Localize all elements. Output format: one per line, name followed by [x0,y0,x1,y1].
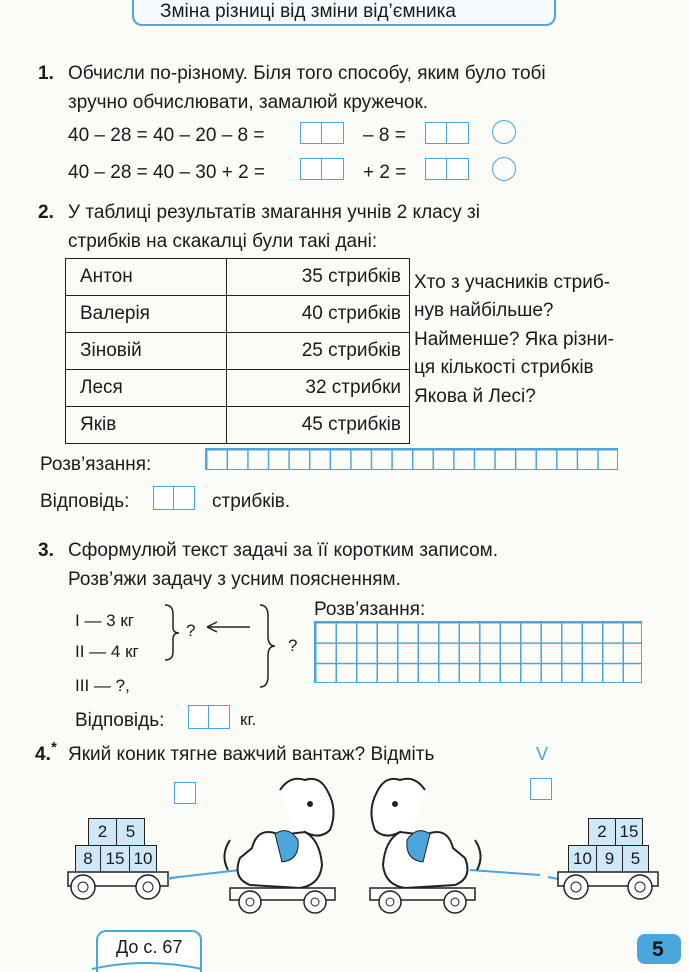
results-table [65,258,410,444]
task-2-number: 2. [38,202,54,223]
eq2-mid: + 2 = [363,162,407,183]
book-icon [90,955,205,970]
task-1-line-2: зручно обчислювати, замалюй кружечок. [68,92,429,113]
footer-reference: До с. 67 [116,937,183,957]
task-3-number: 3. [38,540,54,561]
right-cargo-box: 15 [615,818,643,846]
right-cargo-box: 5 [622,845,649,873]
participant-result: 45 стрибків [227,407,410,444]
task-3-solution-grid[interactable] [314,621,642,683]
participant-result: 35 стрибків [227,259,410,296]
eq1-mid: – 8 = [363,125,406,146]
participant-name: Антон [66,259,227,296]
task-2-answer-label: Відповідь: [40,491,130,512]
task-4-line-1: Який коник тягне важчий вантаж? Відміть [68,744,435,765]
left-cargo-box: 15 [100,845,130,873]
eq2-answer-cells-1[interactable] [300,158,344,180]
participant-result: 32 стрибки [227,370,410,407]
eq2-choice-circle[interactable] [492,157,516,181]
eq1-answer-cells-2[interactable] [425,122,469,144]
task-2-line-1: У таблиці результатів змагання учнів 2 класу зі [68,202,480,223]
table-row [66,259,410,296]
eq2-left: 40 – 28 = 40 – 30 + 2 = [68,162,266,183]
left-cargo-box: 2 [88,818,117,846]
check-mark-icon: V [536,744,549,764]
participant-name: Леся [66,370,227,407]
record-row-1: I — 3 кг [75,611,134,630]
record-row-2: II — 4 кг [75,642,139,661]
table-row [66,407,410,444]
participant-result: 25 стрибків [227,333,410,370]
left-cargo-box: 10 [129,845,157,873]
task-2-line-2: стрибків на скакалці були такі дані: [68,231,378,252]
right-cargo-box: 10 [568,845,597,873]
question-line: нув найбільше? [414,300,554,321]
eq1-answer-cells-1[interactable] [300,122,344,144]
left-cart-icon [58,860,178,905]
table-row [66,333,410,370]
eq1-left: 40 – 28 = 40 – 20 – 8 = [68,125,265,146]
page-title: Зміна різниці від зміни від’ємника [160,1,456,22]
left-cargo-box: 5 [116,818,145,846]
task-2-answer-unit: стрибків. [212,491,291,512]
participant-name: Валерія [66,296,227,333]
task-4-number: 4. [35,744,51,765]
right-cargo-box: 9 [596,845,623,873]
question-line: ця кількості стрибків [414,357,594,378]
task-2-solution-label: Розв’язання: [40,454,152,475]
left-cargo-box: 8 [75,845,101,873]
participant-name: Яків [66,407,227,444]
question-line: Якова й Лесі? [414,386,536,407]
task-3-solution-label: Розв’язання: [314,599,426,620]
table-row [66,296,410,333]
right-horse-icon [350,770,540,920]
record-brackets [155,600,305,695]
record-question-1: ? [186,621,196,640]
participant-name: Зіновій [66,333,227,370]
task-2-answer-cells[interactable] [153,486,195,510]
task-3-answer-label: Відповідь: [75,710,165,731]
left-horse-icon [170,770,355,920]
record-question-2: ? [288,636,298,655]
question-line: Хто з учасників стриб- [414,272,611,293]
eq2-answer-cells-2[interactable] [425,158,469,180]
task-3-line-1: Сформулюй текст задачі за її коротким записом. [68,540,499,561]
task-3-answer-cells[interactable] [188,705,230,729]
task-3-line-2: Розв’яжи задачу з усним поясненням. [68,569,401,590]
table-row [66,370,410,407]
right-cart-icon [548,860,668,905]
task-2-solution-grid[interactable] [205,448,618,470]
question-line: Найменше? Яка різни- [414,329,614,350]
task-4-star: * [51,739,57,756]
record-row-3: III — ?, [75,676,130,695]
right-cargo-box: 2 [588,818,616,846]
page-number: 5 [652,938,664,961]
eq1-choice-circle[interactable] [492,120,516,144]
task-3-answer-unit: кг. [240,710,257,729]
participant-result: 40 стрибків [227,296,410,333]
task-1-number: 1. [38,63,54,84]
task-1-line-1: Обчисли по-різному. Біля того способу, яким було тобі [68,63,546,84]
